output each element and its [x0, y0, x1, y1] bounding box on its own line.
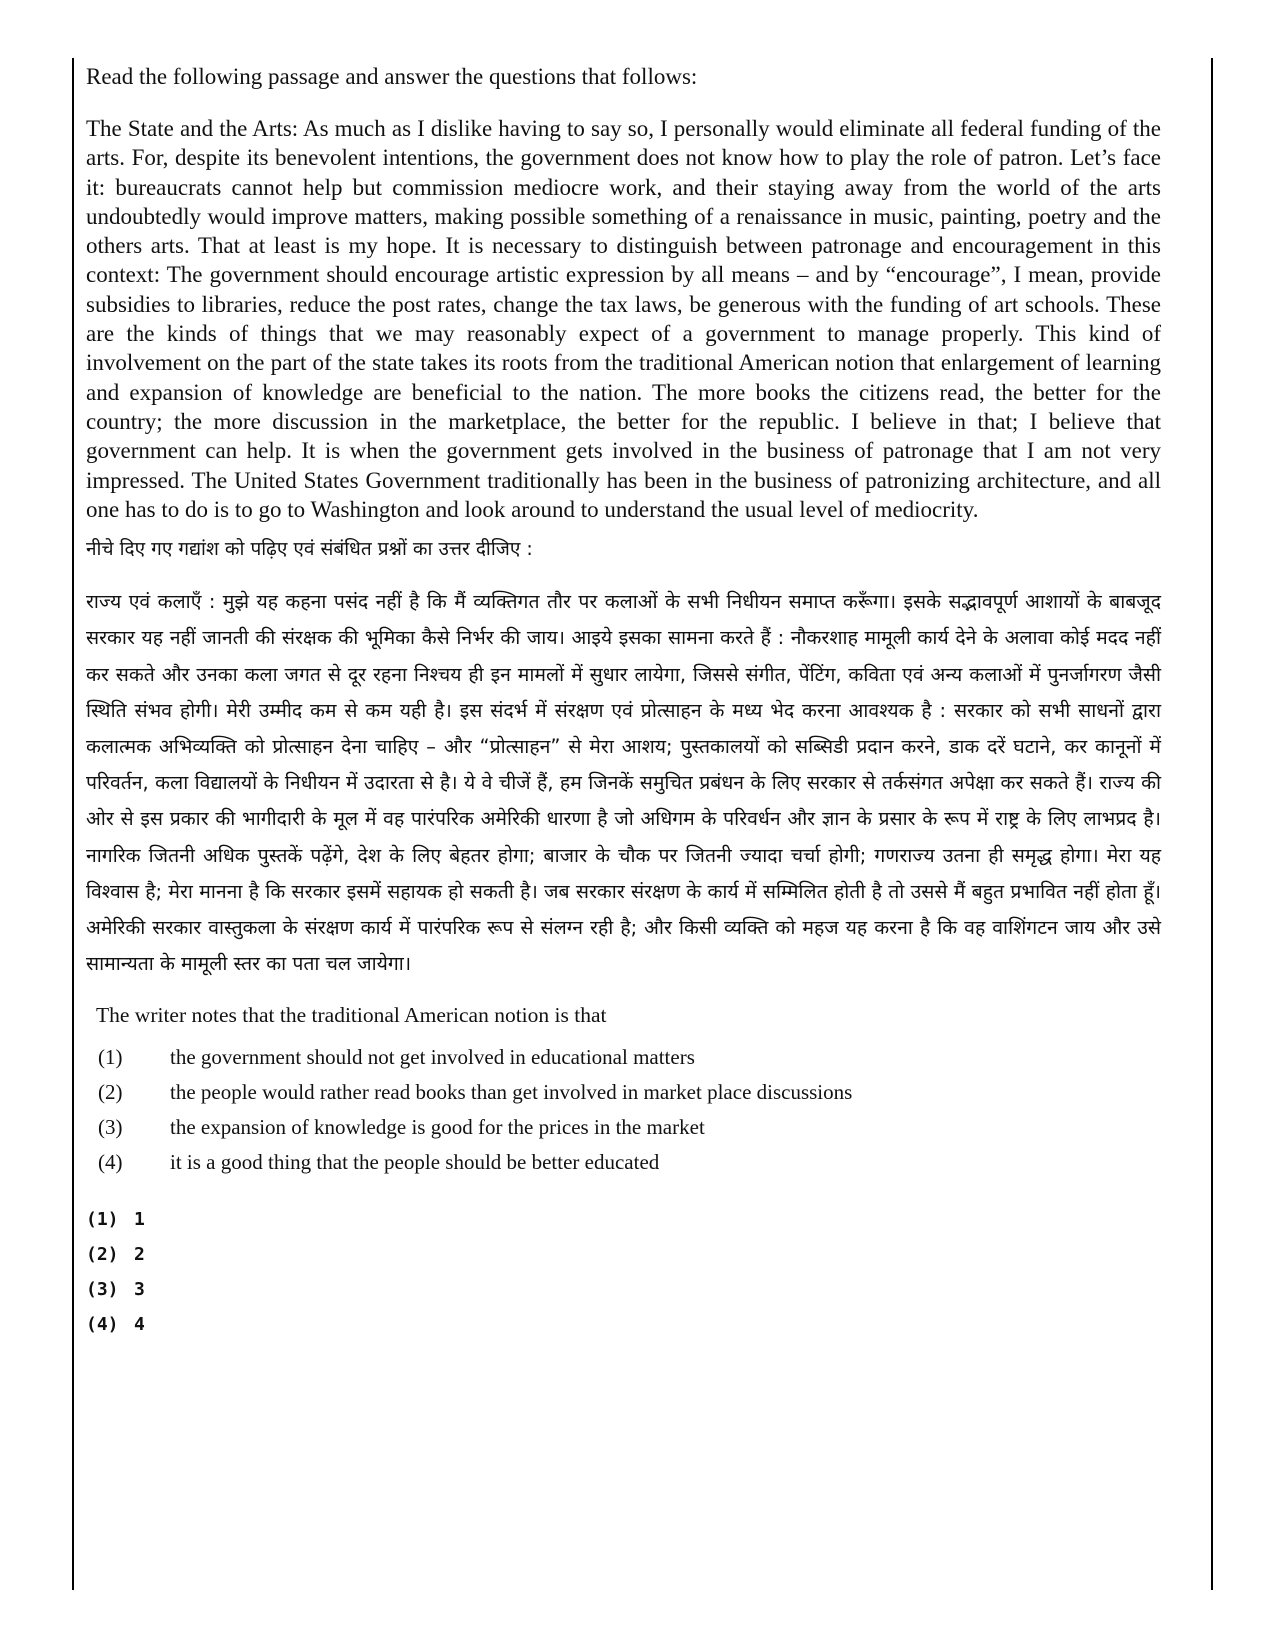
answer-choice-2[interactable] — [86, 1237, 1161, 1272]
answer-choices — [86, 1202, 1161, 1342]
question-stem: The writer notes that the traditional American notion is that — [96, 1003, 607, 1028]
passage-hindi: राज्य एवं कलाएँ : मुझे यह कहना पसंद नहीं है कि मैं व्यक्तिगत तौर पर कलाओं के सभी निधीयन समाप्त करूँगा। इसके सद्भावपूर्ण आशायों के बाबजूद सरकार यह नहीं जानती की संरक्षक की भूमिका कैसे निर्भर की जाय। आइये इसका सामना करते हैं : नौकरशाह मामूली कार्य देने के अलावा कोई मदद नहीं कर सकते और उनका कला जगत से दूर रहना निश्चय ही इन मामलों में सुधार लायेगा, जिससे संगीत, पेंटिंग, कविता एवं अन्य कलाओं में पुनर्जागरण जैसी स्थिति संभव होगी। मेरी उम्मीद कम से कम यही है। इस संदर्भ में संरक्षण एवं प्रोत्साहन के मध्य भेद करना आवश्यक है : सरकार को सभी साधनों द्वारा कलात्मक अभिव्यक्ति को प्रोत्साहन देना चाहिए – और “प्रोत्साहन” से मेरा आशय; पुस्तकालयों को सब्सिडी प्रदान करने, डाक दरें घटाने, कर कानूनों में परिवर्तन, कला विद्यालयों के निधीयन में उदारता से है। ये वे चीजें हैं, हम जिनकें समुचित प्रबंधन के लिए सरकार से तर्कसंगत अपेक्षा कर सकते हैं। राज्य की ओर से इस प्रकार की भागीदारी के मूल में वह पारंपरिक अमेरिकी धारणा है जो अधिगम के परिवर्धन और ज्ञान के प्रसार के रूप में राष्ट्र के लिए लाभप्रद है। नागरिक जितनी अधिक पुस्तकें पढ़ेंगे, देश के लिए बेहतर होगा; बाजार के चौक पर जितनी ज्यादा चर्चा होगी; गणराज्य उतना ही समृद्ध होगा। मेरा यह विश्वास है; मेरा मानना है कि सरकार इसमें सहायक हो सकती है। जब सरकार संरक्षण के कार्य में सम्मिलित होती है तो उससे मैं बहुत प्रभावित नहीं होता हूँ। अमेरिकी सरकार वास्तुकला के संरक्षण कार्य में पारंपरिक रूप से संलग्न रही है; और किसी व्यक्ति को महज यह करना है कि वह वाशिंगटन जाय और उसे सामान्यता के मामूली स्तर का पता चल जायेगा। — [86, 590, 1161, 976]
right-margin-rule — [1211, 58, 1213, 1590]
answer-value: 1 — [134, 1209, 145, 1231]
answer-choice-1[interactable] — [86, 1202, 1161, 1237]
answer-value: 3 — [134, 1279, 145, 1301]
answer-key: (3) — [86, 1279, 119, 1301]
answer-value: 4 — [134, 1314, 145, 1336]
option-text: the people would rather read books than get involved in market place discussions — [170, 1080, 853, 1105]
answer-choice-4[interactable] — [86, 1307, 1161, 1342]
option-number: (1) — [98, 1045, 123, 1070]
option-text: the expansion of knowledge is good for the prices in the market — [170, 1115, 705, 1140]
answer-key: (1) — [86, 1209, 119, 1231]
option-list — [86, 1040, 1161, 1180]
answer-choice-3[interactable] — [86, 1272, 1161, 1307]
option-3[interactable] — [96, 1110, 1161, 1145]
answer-value: 2 — [134, 1244, 145, 1266]
instruction-hindi: नीचे दिए गए गद्यांश को पढ़िए एवं संबंधित प्रश्नों का उत्तर दीजिए : — [86, 538, 533, 561]
option-number: (3) — [98, 1115, 123, 1140]
option-number: (2) — [98, 1080, 123, 1105]
question-page — [86, 62, 1161, 1342]
option-text: it is a good thing that the people should be better educated — [170, 1150, 660, 1175]
left-margin-rule — [72, 58, 74, 1590]
instruction-english: Read the following passage and answer the questions that follows: — [86, 64, 698, 89]
option-1[interactable] — [96, 1040, 1161, 1075]
option-text: the government should not get involved in educational matters — [170, 1045, 695, 1070]
answer-key: (2) — [86, 1244, 119, 1266]
passage-english: The State and the Arts: As much as I dislike having to say so, I personally would eliminate all federal funding of the arts. For, despite its benevolent intentions, the government does not know how to play the role of patron. Let’s face it: bureaucrats cannot help but commission mediocre work, and their staying away from the world of the arts undoubtedly would improve matters, making possible something of a renaissance in music, painting, poetry and the others arts. That at least is my hope. It is necessary to distinguish between patronage and encouragement in this context: The government should encourage artistic expression by all means – and by “encourage”, I mean, provide subsidies to libraries, reduce the post rates, change the tax laws, be generous with the funding of art schools. These are the kinds of things that we may reasonably expect of a government to manage properly. This kind of involvement on the part of the state takes its roots from the traditional American notion that enlargement of learning and expansion of knowledge are beneficial to the nation. The more books the citizens read, the better for the country; the more discussion in the marketplace, the better for the republic. I believe in that; I believe that government can help. It is when the government gets involved in the business of patronage that I am not very impressed. The United States Government traditionally has been in the business of patronizing architecture, and all one has to do is to go to Washington and look around to understand the usual level of mediocrity. — [86, 116, 1161, 522]
option-number: (4) — [98, 1150, 123, 1175]
answer-key: (4) — [86, 1314, 119, 1336]
option-4[interactable] — [96, 1145, 1161, 1180]
option-2[interactable] — [96, 1075, 1161, 1110]
